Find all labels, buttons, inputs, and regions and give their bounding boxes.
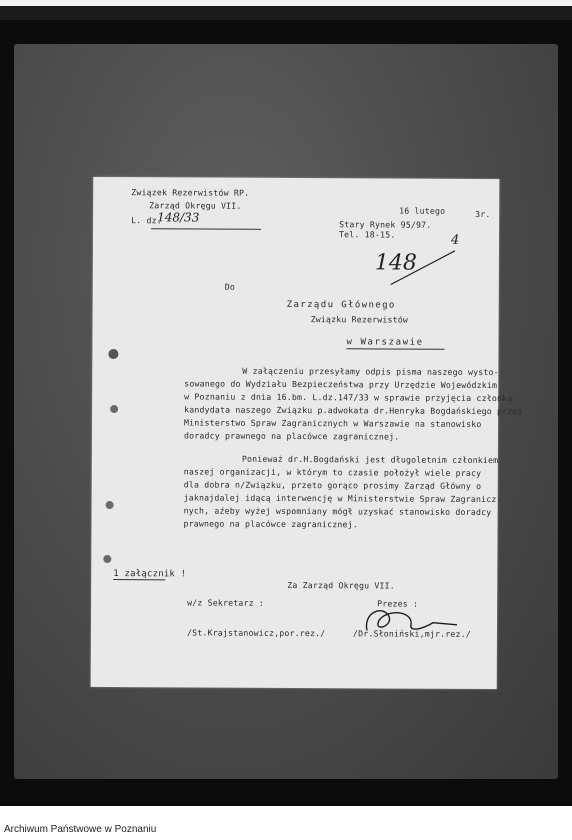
body-line: jaknajdalej idącą interwencję w Ministerstwie Spraw Zagranicz- bbox=[183, 492, 502, 505]
body-line: W załączeniu przesyłamy odpis pisma naszego wysto- bbox=[242, 365, 499, 378]
president-label: Prezes : bbox=[377, 598, 419, 609]
secretary-name: /St.Krajstanowicz,por.rez./ bbox=[186, 627, 326, 639]
punch-hole bbox=[106, 501, 114, 509]
enclosure-note: 1 załącznik ! bbox=[113, 569, 187, 580]
addressee-line2: Związku Rezerwistów bbox=[310, 314, 409, 325]
body-line: Ministerstwo Spraw Zagranicznych w Warszawie na stanowisko bbox=[184, 417, 482, 429]
secretary-label: w/z Sekretarz : bbox=[187, 597, 265, 608]
punch-hole bbox=[108, 349, 118, 359]
punch-hole bbox=[110, 405, 118, 413]
ref-underline bbox=[151, 228, 261, 230]
body-line: Ponieważ dr.H.Bogdański jest długoletnim członkiem bbox=[241, 453, 499, 466]
sender-phone: Tel. 18-15. bbox=[339, 229, 396, 240]
document-page bbox=[91, 177, 523, 689]
addressee-to: Do bbox=[224, 281, 236, 292]
letter-date: 16 lutego bbox=[399, 205, 446, 216]
body-line: kandydata naszego Związku p.adwokata dr.Henryka Bogdańskiego przez bbox=[184, 404, 523, 417]
punch-hole bbox=[103, 555, 111, 563]
org-name: Związek Rezerwistów RP. bbox=[131, 187, 250, 198]
enclosure-underline bbox=[113, 579, 165, 580]
archive-caption: Archiwum Państwowe w Poznaniu bbox=[4, 824, 157, 835]
body-line: sowanego do Wydziału Bezpieczeństwa przy Urzędzie Wojewódzkim bbox=[184, 378, 498, 391]
footer bbox=[0, 806, 572, 840]
body-line: naszej organizacji, w którym to czasie położył wiele pracy bbox=[183, 466, 482, 478]
sender-address: Stary Rynek 95/97. bbox=[339, 219, 432, 230]
ref-label: L. dz. bbox=[131, 215, 162, 226]
body-line: doradcy prawnego na placówce zagranicznej. bbox=[183, 430, 400, 442]
ref-number: 148/33 bbox=[157, 210, 200, 225]
for-board: Za Zarząd Okręgu VII. bbox=[287, 579, 395, 591]
org-district: Zarząd Okręgu VII. bbox=[149, 200, 242, 211]
scan-edge bbox=[0, 6, 572, 20]
handwritten-mark: 4 bbox=[450, 232, 460, 248]
president-name: /Dr.Słoniński,mjr.rez./ bbox=[352, 628, 471, 639]
body-line: w Poznaniu z dnia 16.bm. L.dz.147/33 w sprawie przyjęcia członka bbox=[184, 391, 513, 404]
handwritten-stroke bbox=[389, 248, 459, 288]
addressee-line1: Zarządu Głównego bbox=[286, 299, 396, 311]
body-line: prawnego na placówce zagranicznej. bbox=[183, 518, 358, 530]
addressee-line3: w Warszawie bbox=[346, 337, 424, 348]
handwritten-number: 148 bbox=[374, 250, 417, 276]
letter-year: 3r. bbox=[475, 208, 491, 220]
body-line: dla dobra n/Związku, przeto gorąco prosimy Zarząd Główny o bbox=[183, 479, 482, 491]
addressee-underline bbox=[346, 348, 444, 350]
body-line: nych, aźeby wyżej wspomniany mógł uzyskać stanowisko doradcy bbox=[183, 505, 492, 518]
